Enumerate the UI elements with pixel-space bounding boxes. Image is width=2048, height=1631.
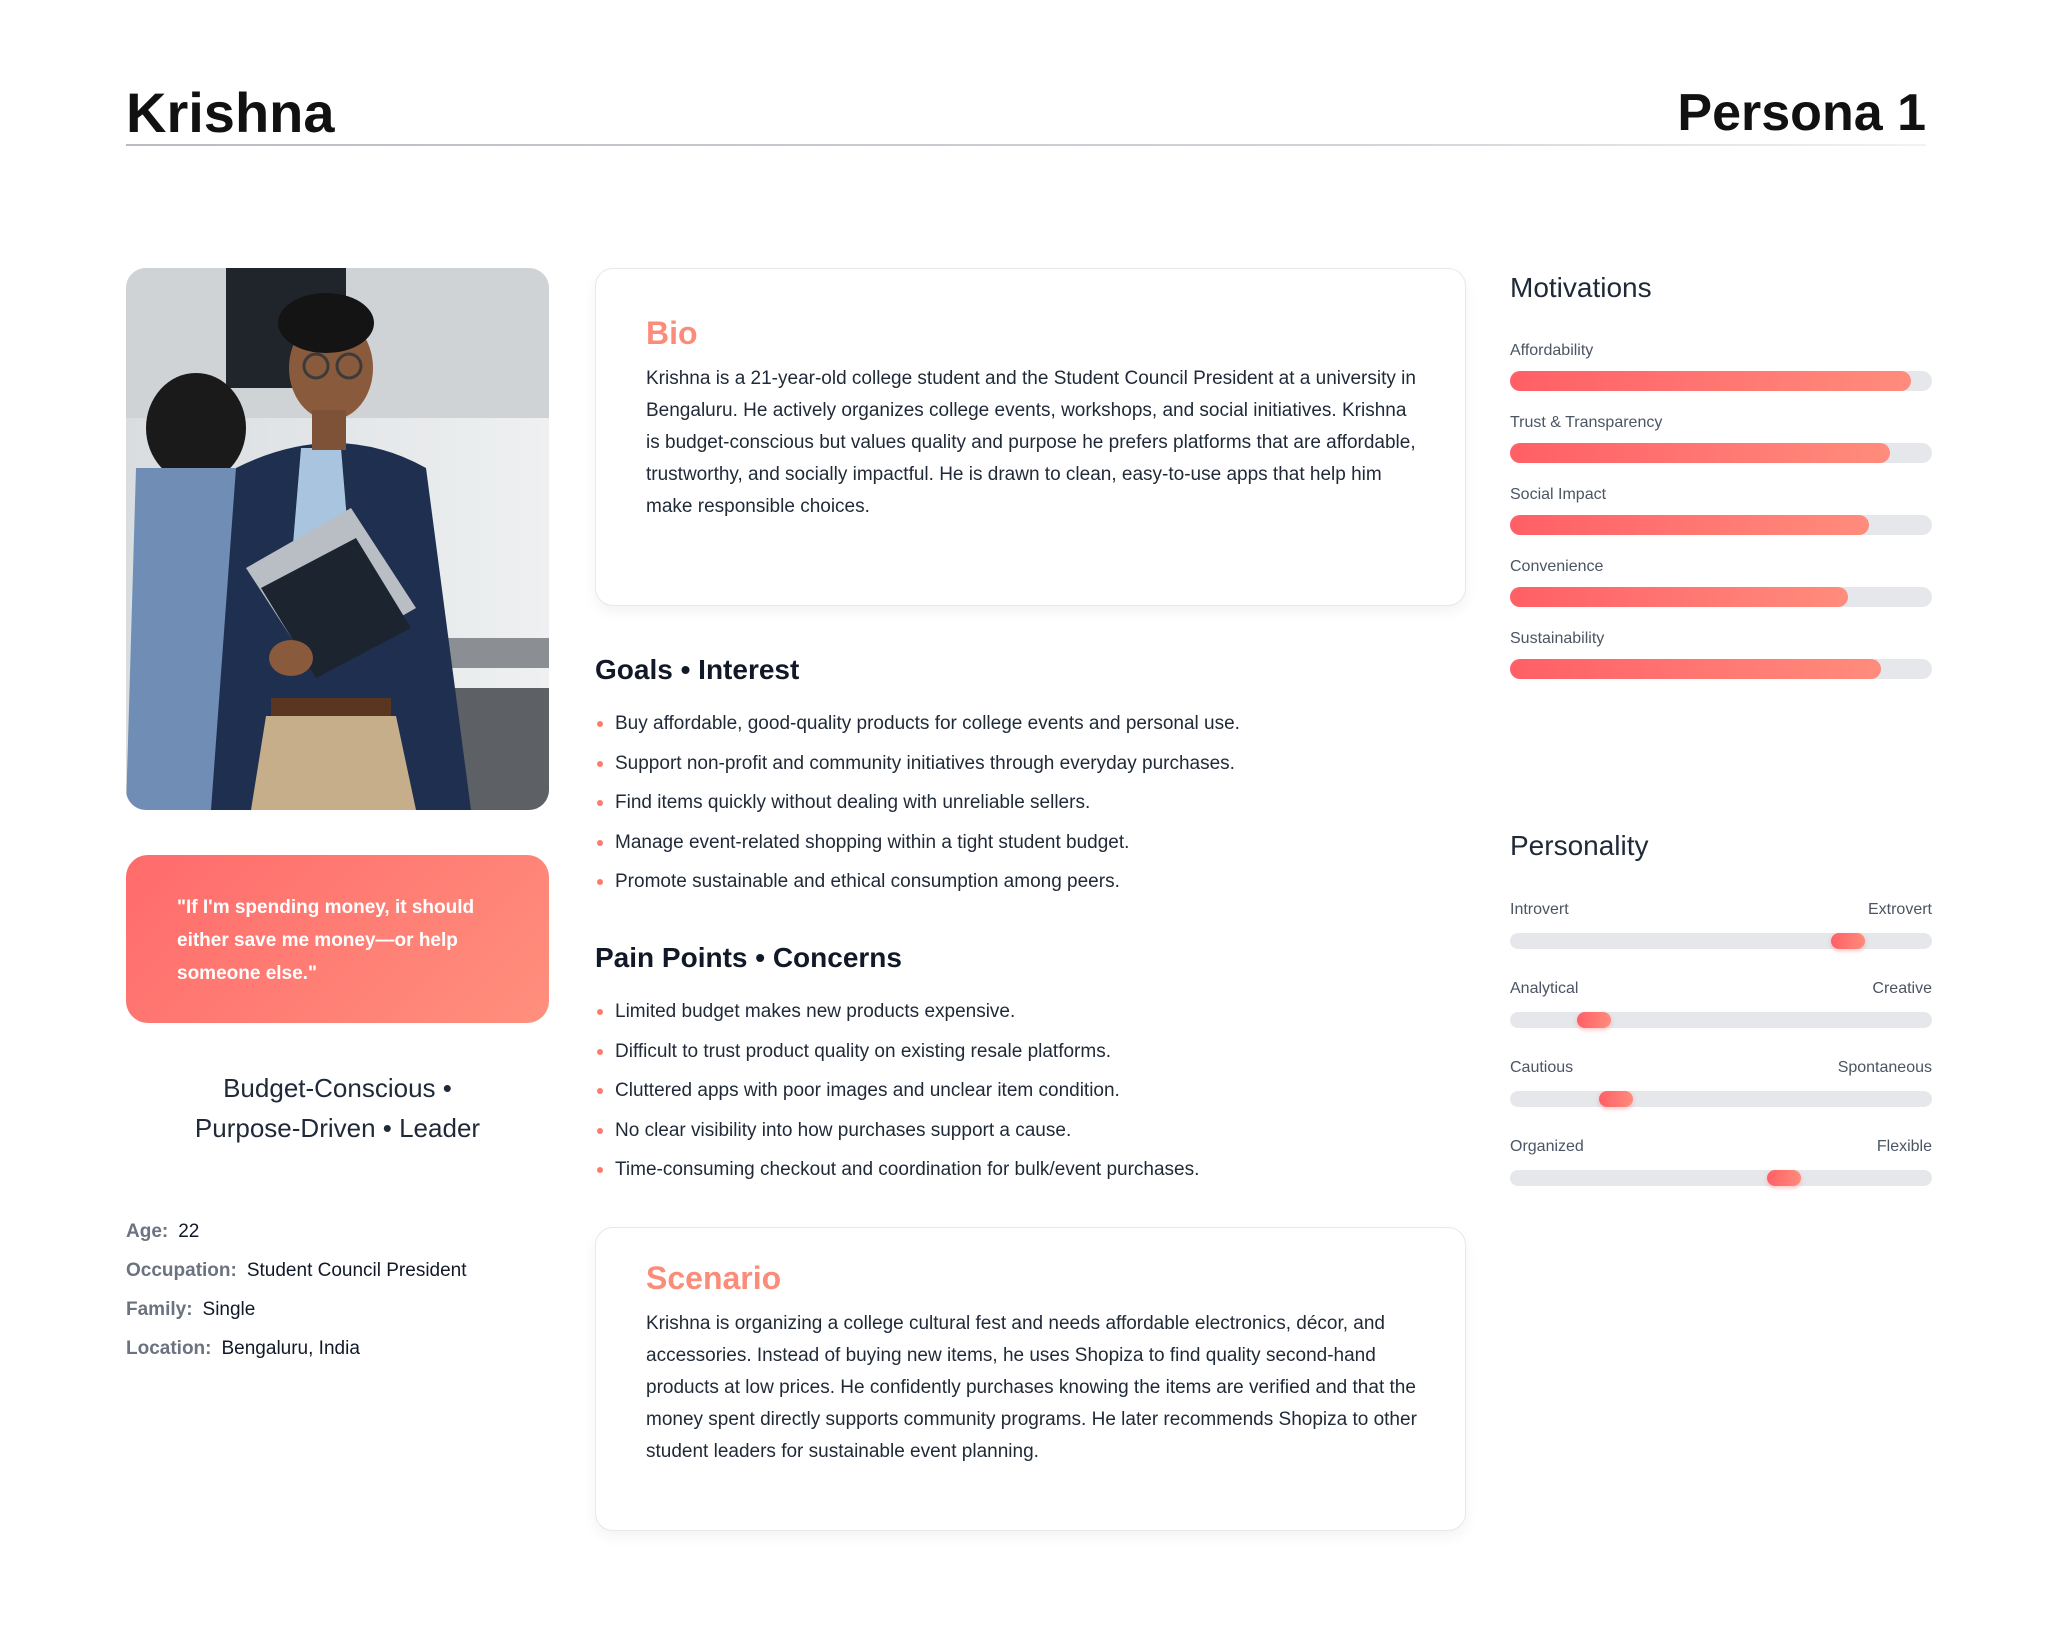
persona-label: Persona 1: [1677, 84, 1926, 142]
motivation-label: Convenience: [1510, 558, 1604, 575]
goals-section: [595, 650, 1466, 902]
slider-track: [1510, 1091, 1932, 1107]
demo-label: Age:: [126, 1221, 169, 1242]
slider-thumb: [1831, 933, 1865, 949]
demo-value: Bengaluru, India: [221, 1338, 360, 1359]
motivation-label: Social Impact: [1510, 486, 1607, 503]
demo-label: Occupation:: [126, 1260, 237, 1281]
list-item: Find items quickly without dealing with unreliable sellers.: [595, 783, 1466, 823]
motivation-track: [1510, 515, 1932, 535]
slider-left-label: Organized: [1510, 1138, 1584, 1155]
list-item: Manage event-related shopping within a tight student budget.: [595, 823, 1466, 863]
slider-track: [1510, 1012, 1932, 1028]
scenario-title: Scenario: [646, 1260, 782, 1296]
goals-list: [595, 704, 1466, 902]
slider-right-label: Spontaneous: [1837, 1059, 1932, 1076]
pain-points-section: [595, 938, 1466, 1190]
list-item: Buy affordable, good-quality products for college events and personal use.: [595, 704, 1466, 744]
personality-title: Personality: [1510, 830, 1649, 861]
list-item: No clear visibility into how purchases support a cause.: [595, 1111, 1466, 1151]
motivations-section: [1510, 268, 1932, 679]
motivation-item: [1510, 485, 1932, 535]
traits-line-1: Budget-Conscious •: [223, 1073, 452, 1103]
motivation-label: Sustainability: [1510, 630, 1605, 647]
personality-slider: [1510, 1058, 1932, 1137]
motivation-track: [1510, 587, 1932, 607]
list-item: Limited budget makes new products expensive.: [595, 992, 1466, 1032]
motivation-track: [1510, 659, 1932, 679]
demo-location: [126, 1329, 566, 1368]
personality-slider: [1510, 979, 1932, 1058]
traits-line-2: Purpose-Driven • Leader: [194, 1113, 481, 1143]
demographics: [126, 1212, 566, 1368]
header-divider: [126, 144, 1926, 146]
slider-right-label: Flexible: [1876, 1138, 1932, 1155]
pain-points-list: [595, 992, 1466, 1190]
motivation-item: [1510, 557, 1932, 607]
demo-occupation: [126, 1251, 566, 1290]
list-item: Cluttered apps with poor images and unclear item condition.: [595, 1071, 1466, 1111]
motivation-track: [1510, 371, 1932, 391]
demo-age: [126, 1212, 566, 1251]
scenario-card: [595, 1227, 1466, 1531]
list-item: Support non-profit and community initiatives through everyday purchases.: [595, 744, 1466, 784]
demo-family: [126, 1290, 566, 1329]
personality-slider: [1510, 900, 1932, 979]
personality-section: [1510, 826, 1932, 1216]
motivation-fill: [1510, 515, 1869, 535]
slider-left-label: Analytical: [1510, 980, 1579, 997]
motivation-fill: [1510, 587, 1848, 607]
list-item: Time-consuming checkout and coordination for bulk/event purchases.: [595, 1150, 1466, 1190]
demo-value: 22: [178, 1221, 200, 1242]
slider-right-label: Extrovert: [1867, 901, 1932, 918]
motivation-label: Affordability: [1510, 342, 1594, 359]
motivation-label: Trust & Transparency: [1510, 414, 1663, 431]
portrait-illustration: [126, 268, 549, 810]
quote-text: "If I'm spending money, it should either save me money—or help someone else.": [177, 897, 475, 984]
list-item: Promote sustainable and ethical consumption among peers.: [595, 862, 1466, 902]
motivation-fill: [1510, 371, 1911, 391]
persona-traits: [126, 1068, 549, 1148]
list-item: Difficult to trust product quality on existing resale platforms.: [595, 1032, 1466, 1072]
quote-card: [126, 855, 549, 1023]
personality-list: [1510, 900, 1932, 1216]
slider-track: [1510, 1170, 1932, 1186]
scenario-text: Krishna is organizing a college cultural fest and needs affordable electronics, décor, and accessories. Instead of buying new items, he uses Shopiza to find quality second-hand products at low prices. He confidently purchases knowing the items are verified and that the money spent directly supports community programs. He later recommends Shopiza to other student leaders for sustainable event planning.: [646, 1313, 1417, 1462]
motivation-item: [1510, 413, 1932, 463]
slider-thumb: [1577, 1012, 1611, 1028]
persona-name: Krishna: [126, 81, 335, 144]
slider-track: [1510, 933, 1932, 949]
motivation-track: [1510, 443, 1932, 463]
slider-left-label: Introvert: [1510, 901, 1569, 918]
demo-label: Location:: [126, 1338, 212, 1359]
slider-left-label: Cautious: [1510, 1059, 1574, 1076]
pain-points-title: Pain Points • Concerns: [595, 942, 902, 973]
slider-thumb: [1767, 1170, 1801, 1186]
motivation-fill: [1510, 443, 1890, 463]
slider-thumb: [1599, 1091, 1633, 1107]
bio-card: [595, 268, 1466, 606]
bio-title: Bio: [646, 315, 698, 351]
personality-slider: [1510, 1137, 1932, 1216]
motivations-list: [1510, 341, 1932, 679]
portrait-photo-icon: [126, 268, 549, 810]
demo-value: Student Council President: [246, 1260, 467, 1281]
motivation-item: [1510, 341, 1932, 391]
motivation-item: [1510, 629, 1932, 679]
bio-text: Krishna is a 21-year-old college student and the Student Council President at a university in Bengaluru. He actively organizes college events, workshops, and social initiatives. Krishna is budget-conscious but values quality and purpose he prefers platforms that are affordable, trustworthy, and socially impactful. He is drawn to clean, easy-to-use apps that help him make responsible choices.: [646, 368, 1416, 517]
demo-value: Single: [202, 1299, 256, 1320]
header: [126, 80, 1926, 146]
motivation-fill: [1510, 659, 1881, 679]
demo-label: Family:: [126, 1299, 193, 1320]
motivations-title: Motivations: [1510, 272, 1652, 303]
slider-right-label: Creative: [1872, 980, 1932, 997]
goals-title: Goals • Interest: [595, 654, 800, 685]
